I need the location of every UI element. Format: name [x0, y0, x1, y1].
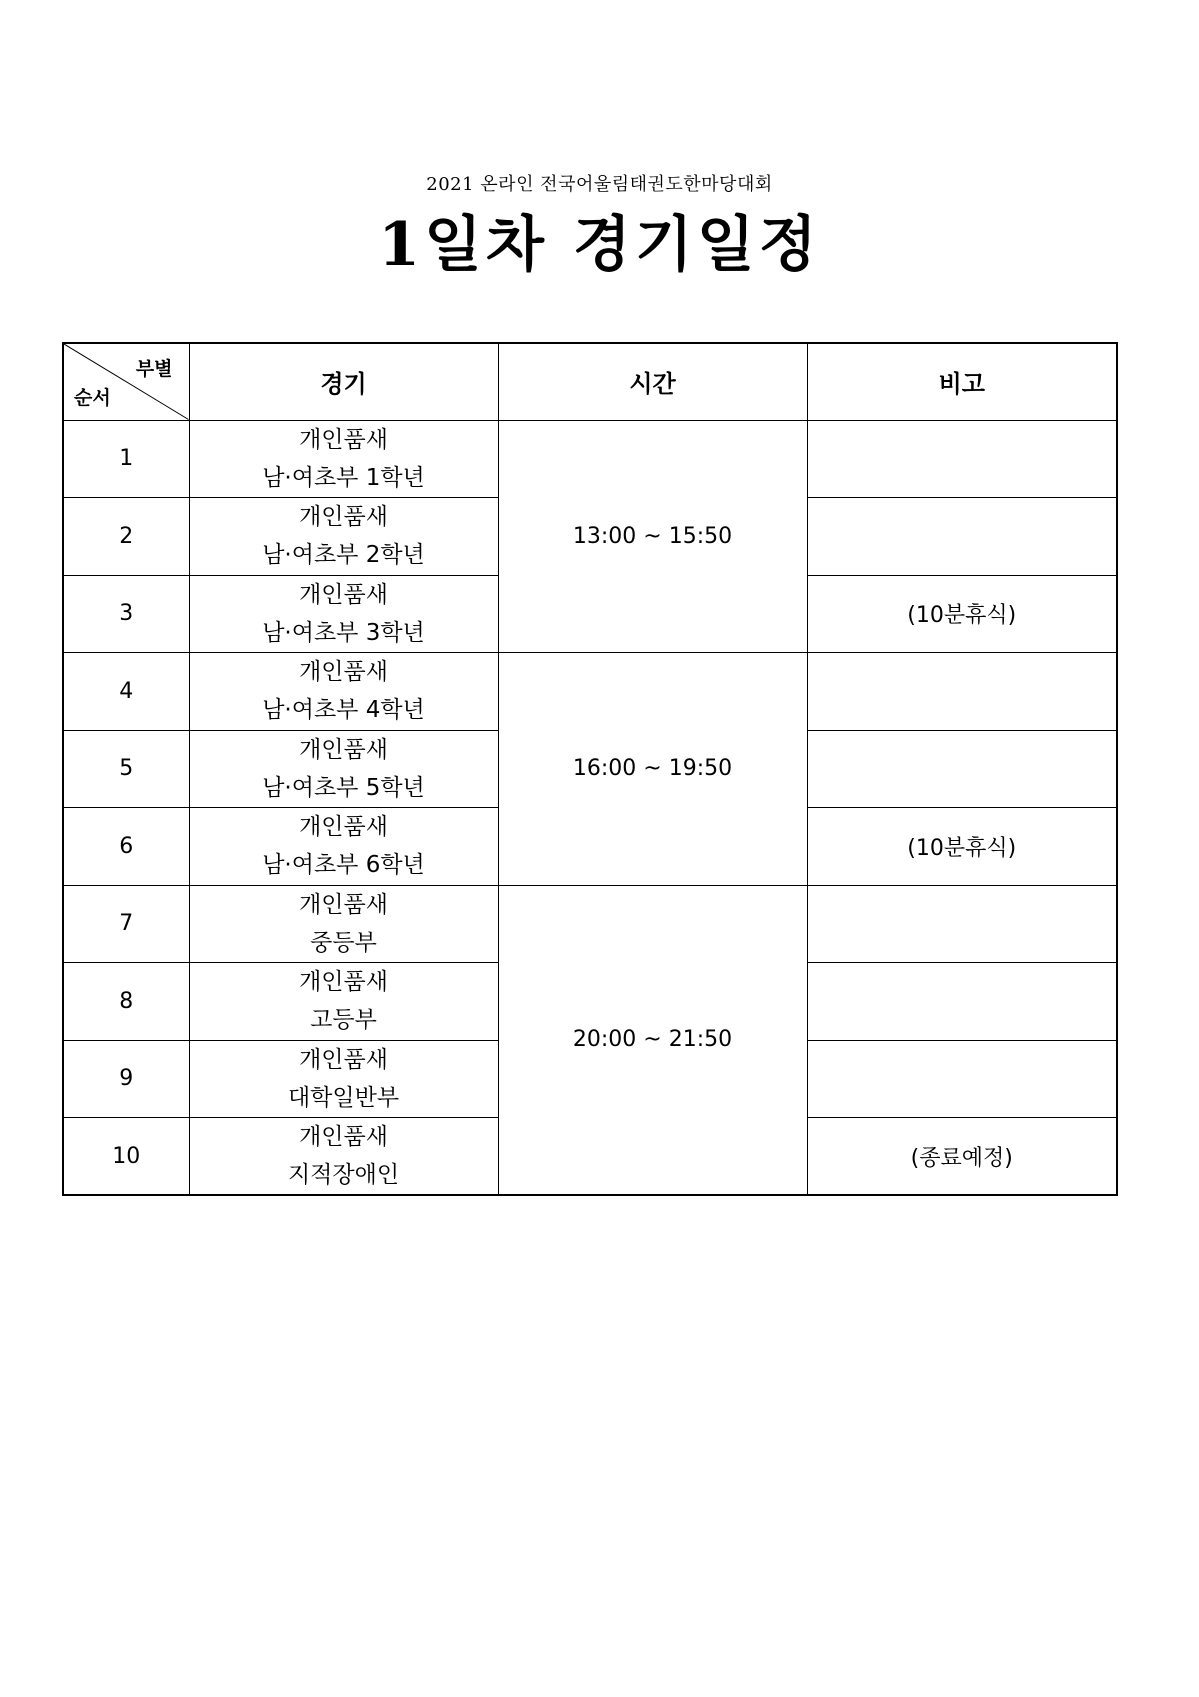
- event-cell: [189, 498, 498, 576]
- event-division: 대학일반부: [287, 1084, 400, 1111]
- event-division: 중등부: [310, 929, 377, 956]
- column-header-time: 시간: [498, 343, 807, 420]
- event-subtitle: 2021 온라인 전국어울림태권도한마당대회: [426, 174, 773, 195]
- event-name: 개인품새: [299, 1046, 388, 1073]
- event-division: 지적장애인: [287, 1162, 400, 1188]
- note-cell: (종료예정): [807, 1118, 1117, 1196]
- note-cell: (10분휴식): [807, 808, 1117, 886]
- event-name: 개인품새: [299, 1124, 388, 1150]
- event-cell: [189, 808, 498, 886]
- event-division: 고등부: [310, 1007, 377, 1034]
- note-cell: [807, 420, 1117, 498]
- row-number: 7: [63, 885, 189, 963]
- row-number: 6: [63, 808, 189, 886]
- note-cell: [807, 498, 1117, 576]
- table-row: [63, 653, 1117, 731]
- row-number: 8: [63, 963, 189, 1041]
- schedule-table: [62, 342, 1118, 1196]
- row-number: 2: [63, 498, 189, 576]
- event-name: 개인품새: [299, 891, 388, 918]
- table-header-row: [63, 343, 1117, 420]
- event-cell: [189, 1040, 498, 1118]
- row-number: 10: [63, 1118, 189, 1196]
- event-division: 남·여초부 3학년: [262, 619, 425, 646]
- event-cell: [189, 653, 498, 731]
- column-header-event: 경기: [189, 343, 498, 420]
- page-title: 1일차 경기일정: [378, 210, 821, 280]
- note-cell: [807, 885, 1117, 963]
- event-name: 개인품새: [299, 659, 388, 686]
- table-row: [63, 885, 1117, 963]
- event-name: 개인품새: [299, 426, 388, 453]
- corner-header-cell: [63, 343, 189, 420]
- event-cell: [189, 963, 498, 1041]
- note-cell: [807, 963, 1117, 1041]
- event-cell: [189, 730, 498, 808]
- event-division: 남·여초부 2학년: [262, 542, 425, 569]
- event-name: 개인품새: [299, 814, 388, 841]
- event-division: 남·여초부 4학년: [262, 697, 425, 724]
- note-cell: [807, 653, 1117, 731]
- note-cell: [807, 1040, 1117, 1118]
- time-slot-cell: 16:00 ~ 19:50: [498, 653, 807, 886]
- event-name: 개인품새: [299, 581, 388, 608]
- event-cell: [189, 575, 498, 653]
- row-number: 1: [63, 420, 189, 498]
- row-number: 9: [63, 1040, 189, 1118]
- event-cell: [189, 420, 498, 498]
- corner-label-order: 순서: [74, 386, 111, 409]
- event-cell: [189, 1118, 498, 1196]
- row-number: 5: [63, 730, 189, 808]
- note-cell: [807, 730, 1117, 808]
- row-number: 3: [63, 575, 189, 653]
- event-division: 남·여초부 1학년: [262, 464, 425, 491]
- table-row: [63, 420, 1117, 498]
- event-name: 개인품새: [299, 504, 388, 531]
- event-cell: [189, 885, 498, 963]
- time-slot-cell: 13:00 ~ 15:50: [498, 420, 807, 653]
- row-number: 4: [63, 653, 189, 731]
- column-header-note: 비고: [807, 343, 1117, 420]
- corner-label-division: 부별: [135, 358, 173, 380]
- event-division: 남·여초부 5학년: [262, 774, 425, 801]
- note-cell: (10분휴식): [807, 575, 1117, 653]
- time-slot-cell: 20:00 ~ 21:50: [498, 885, 807, 1195]
- event-division: 남·여초부 6학년: [262, 852, 425, 879]
- event-name: 개인품새: [299, 736, 388, 763]
- event-name: 개인품새: [299, 969, 388, 996]
